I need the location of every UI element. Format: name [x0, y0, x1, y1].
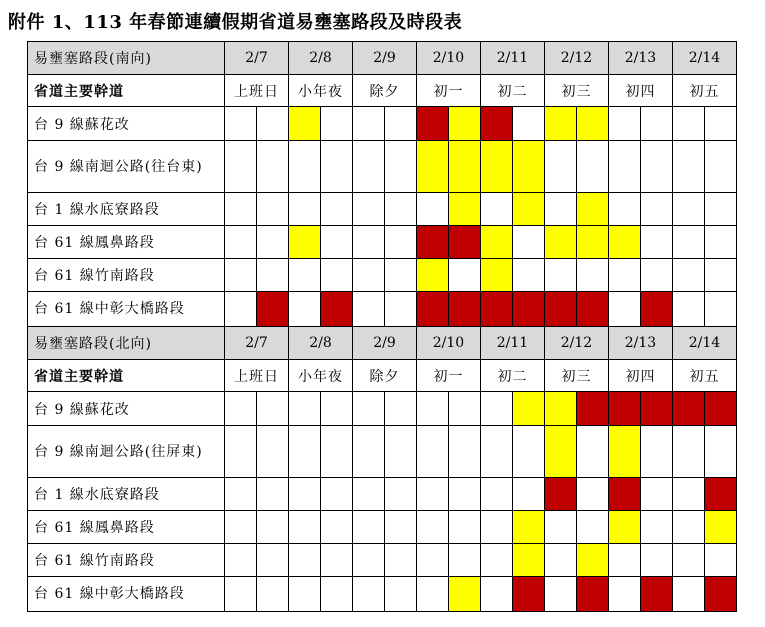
empty-cell	[353, 511, 385, 544]
day-header: 上班日	[225, 75, 289, 107]
congestion-cell-red	[417, 226, 449, 259]
table-row	[28, 193, 737, 226]
empty-cell	[385, 511, 417, 544]
date-header: 2/14	[673, 42, 737, 75]
empty-cell	[385, 577, 417, 612]
empty-cell	[353, 478, 385, 511]
empty-cell	[385, 292, 417, 327]
congestion-cell-yellow	[609, 511, 641, 544]
day-header: 小年夜	[289, 360, 353, 392]
congestion-cell-red	[673, 392, 705, 426]
table-row	[28, 107, 737, 141]
day-header: 初三	[545, 75, 609, 107]
date-header: 2/12	[545, 327, 609, 360]
empty-cell	[417, 478, 449, 511]
congestion-cell-red	[481, 292, 513, 327]
day-header-row	[28, 360, 737, 392]
empty-cell	[609, 107, 641, 141]
empty-cell	[321, 478, 353, 511]
empty-cell	[257, 577, 289, 612]
date-header: 2/8	[289, 327, 353, 360]
empty-cell	[417, 511, 449, 544]
congestion-cell-red	[545, 292, 577, 327]
empty-cell	[353, 193, 385, 226]
date-header: 2/10	[417, 327, 481, 360]
date-header: 2/11	[481, 42, 545, 75]
day-header: 除夕	[353, 360, 417, 392]
empty-cell	[705, 292, 737, 327]
empty-cell	[321, 577, 353, 612]
empty-cell	[577, 259, 609, 292]
empty-cell	[513, 107, 545, 141]
day-header: 除夕	[353, 75, 417, 107]
date-header: 2/11	[481, 327, 545, 360]
date-header: 2/13	[609, 42, 673, 75]
table-row	[28, 577, 737, 612]
empty-cell	[289, 193, 321, 226]
empty-cell	[641, 426, 673, 478]
empty-cell	[353, 292, 385, 327]
congestion-cell-red	[577, 392, 609, 426]
empty-cell	[257, 478, 289, 511]
empty-cell	[545, 544, 577, 577]
congestion-cell-yellow	[513, 193, 545, 226]
empty-cell	[609, 259, 641, 292]
congestion-cell-yellow	[513, 141, 545, 193]
empty-cell	[225, 259, 257, 292]
empty-cell	[449, 392, 481, 426]
table-row	[28, 292, 737, 327]
empty-cell	[321, 259, 353, 292]
empty-cell	[641, 259, 673, 292]
empty-cell	[289, 544, 321, 577]
date-header: 2/7	[225, 42, 289, 75]
empty-cell	[289, 426, 321, 478]
empty-cell	[417, 426, 449, 478]
road-name: 台 1 線水底寮路段	[28, 193, 225, 226]
empty-cell	[353, 426, 385, 478]
congestion-cell-red	[481, 107, 513, 141]
empty-cell	[673, 141, 705, 193]
congestion-cell-red	[641, 392, 673, 426]
empty-cell	[257, 392, 289, 426]
road-name: 台 9 線蘇花改	[28, 392, 225, 426]
congestion-cell-yellow	[481, 259, 513, 292]
date-header: 2/7	[225, 327, 289, 360]
table-body	[28, 42, 737, 612]
empty-cell	[385, 193, 417, 226]
empty-cell	[641, 544, 673, 577]
congestion-cell-red	[577, 577, 609, 612]
congestion-table	[27, 41, 737, 612]
congestion-cell-yellow	[577, 107, 609, 141]
empty-cell	[641, 141, 673, 193]
table-row	[28, 226, 737, 259]
empty-cell	[577, 141, 609, 193]
congestion-cell-red	[609, 392, 641, 426]
empty-cell	[225, 226, 257, 259]
date-header: 2/10	[417, 42, 481, 75]
congestion-cell-yellow	[545, 392, 577, 426]
congestion-cell-red	[577, 292, 609, 327]
day-header: 初四	[609, 360, 673, 392]
empty-cell	[481, 577, 513, 612]
road-name: 台 61 線中彰大橋路段	[28, 292, 225, 327]
congestion-cell-red	[321, 292, 353, 327]
empty-cell	[545, 259, 577, 292]
empty-cell	[257, 226, 289, 259]
congestion-cell-red	[705, 577, 737, 612]
empty-cell	[225, 193, 257, 226]
empty-cell	[449, 259, 481, 292]
empty-cell	[225, 141, 257, 193]
empty-cell	[577, 426, 609, 478]
road-name: 台 61 線鳳鼻路段	[28, 511, 225, 544]
table-row	[28, 511, 737, 544]
congestion-cell-yellow	[417, 141, 449, 193]
empty-cell	[481, 544, 513, 577]
congestion-cell-red	[417, 107, 449, 141]
empty-cell	[289, 141, 321, 193]
empty-cell	[673, 226, 705, 259]
day-header: 初二	[481, 75, 545, 107]
congestion-cell-red	[705, 478, 737, 511]
empty-cell	[225, 107, 257, 141]
empty-cell	[673, 292, 705, 327]
table-row	[28, 544, 737, 577]
empty-cell	[705, 259, 737, 292]
table-row	[28, 478, 737, 511]
congestion-cell-yellow	[481, 141, 513, 193]
empty-cell	[385, 141, 417, 193]
day-header: 初一	[417, 360, 481, 392]
empty-cell	[481, 193, 513, 226]
empty-cell	[513, 426, 545, 478]
empty-cell	[353, 107, 385, 141]
empty-cell	[321, 426, 353, 478]
congestion-cell-red	[257, 292, 289, 327]
road-name: 台 61 線竹南路段	[28, 259, 225, 292]
empty-cell	[257, 426, 289, 478]
congestion-cell-yellow	[545, 226, 577, 259]
congestion-cell-red	[513, 292, 545, 327]
empty-cell	[417, 193, 449, 226]
empty-cell	[225, 292, 257, 327]
empty-cell	[705, 193, 737, 226]
empty-cell	[257, 544, 289, 577]
congestion-cell-red	[705, 392, 737, 426]
congestion-cell-red	[641, 577, 673, 612]
day-header: 初一	[417, 75, 481, 107]
road-column-header: 省道主要幹道	[28, 360, 225, 392]
empty-cell	[513, 478, 545, 511]
road-name: 台 61 線鳳鼻路段	[28, 226, 225, 259]
congestion-cell-red	[449, 226, 481, 259]
table-row	[28, 392, 737, 426]
empty-cell	[289, 478, 321, 511]
congestion-cell-yellow	[577, 226, 609, 259]
empty-cell	[577, 511, 609, 544]
empty-cell	[353, 392, 385, 426]
empty-cell	[353, 577, 385, 612]
empty-cell	[385, 426, 417, 478]
empty-cell	[449, 426, 481, 478]
empty-cell	[385, 392, 417, 426]
table-row	[28, 426, 737, 478]
empty-cell	[289, 511, 321, 544]
empty-cell	[225, 577, 257, 612]
congestion-cell-red	[513, 577, 545, 612]
empty-cell	[385, 544, 417, 577]
empty-cell	[321, 544, 353, 577]
congestion-cell-red	[641, 292, 673, 327]
congestion-cell-red	[417, 292, 449, 327]
empty-cell	[449, 544, 481, 577]
empty-cell	[417, 544, 449, 577]
empty-cell	[321, 392, 353, 426]
empty-cell	[577, 478, 609, 511]
empty-cell	[673, 577, 705, 612]
empty-cell	[353, 226, 385, 259]
date-header: 2/12	[545, 42, 609, 75]
empty-cell	[353, 544, 385, 577]
empty-cell	[481, 392, 513, 426]
empty-cell	[417, 577, 449, 612]
empty-cell	[321, 107, 353, 141]
road-name: 台 1 線水底寮路段	[28, 478, 225, 511]
empty-cell	[673, 544, 705, 577]
empty-cell	[321, 141, 353, 193]
empty-cell	[673, 193, 705, 226]
empty-cell	[545, 511, 577, 544]
congestion-cell-yellow	[513, 511, 545, 544]
date-header: 2/9	[353, 42, 417, 75]
empty-cell	[513, 259, 545, 292]
empty-cell	[289, 259, 321, 292]
table-row	[28, 141, 737, 193]
section-header-row	[28, 327, 737, 360]
empty-cell	[705, 426, 737, 478]
congestion-cell-yellow	[609, 426, 641, 478]
empty-cell	[673, 478, 705, 511]
empty-cell	[705, 544, 737, 577]
road-column-header: 省道主要幹道	[28, 75, 225, 107]
empty-cell	[225, 544, 257, 577]
road-name: 台 9 線南迴公路(往台東)	[28, 141, 225, 193]
congestion-cell-yellow	[577, 544, 609, 577]
day-header: 初四	[609, 75, 673, 107]
road-name: 台 9 線南迴公路(往屏東)	[28, 426, 225, 478]
table-row	[28, 259, 737, 292]
empty-cell	[289, 292, 321, 327]
empty-cell	[225, 511, 257, 544]
empty-cell	[481, 478, 513, 511]
road-name: 台 9 線蘇花改	[28, 107, 225, 141]
empty-cell	[481, 426, 513, 478]
day-header: 小年夜	[289, 75, 353, 107]
empty-cell	[609, 193, 641, 226]
congestion-cell-yellow	[449, 107, 481, 141]
empty-cell	[705, 141, 737, 193]
empty-cell	[641, 478, 673, 511]
empty-cell	[257, 193, 289, 226]
congestion-cell-yellow	[449, 193, 481, 226]
empty-cell	[481, 511, 513, 544]
empty-cell	[673, 511, 705, 544]
empty-cell	[705, 107, 737, 141]
empty-cell	[609, 544, 641, 577]
section-header-row	[28, 42, 737, 75]
congestion-cell-yellow	[449, 141, 481, 193]
congestion-cell-yellow	[481, 226, 513, 259]
congestion-cell-yellow	[705, 511, 737, 544]
empty-cell	[545, 577, 577, 612]
date-header: 2/8	[289, 42, 353, 75]
congestion-cell-red	[609, 478, 641, 511]
empty-cell	[641, 107, 673, 141]
day-header: 初二	[481, 360, 545, 392]
congestion-cell-yellow	[417, 259, 449, 292]
congestion-cell-yellow	[289, 107, 321, 141]
empty-cell	[257, 259, 289, 292]
congestion-cell-yellow	[545, 107, 577, 141]
empty-cell	[321, 193, 353, 226]
congestion-cell-red	[449, 292, 481, 327]
date-header: 2/9	[353, 327, 417, 360]
direction-label: 易壅塞路段(北向)	[28, 327, 225, 360]
congestion-cell-yellow	[289, 226, 321, 259]
empty-cell	[289, 577, 321, 612]
congestion-cell-yellow	[513, 544, 545, 577]
empty-cell	[513, 226, 545, 259]
congestion-cell-yellow	[577, 193, 609, 226]
day-header: 初五	[673, 75, 737, 107]
day-header: 初五	[673, 360, 737, 392]
empty-cell	[385, 478, 417, 511]
empty-cell	[609, 577, 641, 612]
congestion-cell-red	[545, 478, 577, 511]
empty-cell	[673, 107, 705, 141]
page-title: 附件 1、113 年春節連續假期省道易壅塞路段及時段表	[8, 12, 463, 33]
empty-cell	[609, 292, 641, 327]
empty-cell	[289, 392, 321, 426]
empty-cell	[225, 392, 257, 426]
empty-cell	[225, 478, 257, 511]
empty-cell	[449, 478, 481, 511]
empty-cell	[609, 141, 641, 193]
empty-cell	[321, 511, 353, 544]
empty-cell	[257, 141, 289, 193]
empty-cell	[225, 426, 257, 478]
road-name: 台 61 線竹南路段	[28, 544, 225, 577]
day-header-row	[28, 75, 737, 107]
direction-label: 易壅塞路段(南向)	[28, 42, 225, 75]
empty-cell	[545, 141, 577, 193]
empty-cell	[641, 193, 673, 226]
empty-cell	[641, 511, 673, 544]
empty-cell	[257, 107, 289, 141]
empty-cell	[673, 259, 705, 292]
empty-cell	[257, 511, 289, 544]
congestion-cell-yellow	[545, 426, 577, 478]
empty-cell	[353, 259, 385, 292]
empty-cell	[385, 226, 417, 259]
empty-cell	[641, 226, 673, 259]
empty-cell	[417, 392, 449, 426]
empty-cell	[545, 193, 577, 226]
day-header: 上班日	[225, 360, 289, 392]
date-header: 2/14	[673, 327, 737, 360]
empty-cell	[673, 426, 705, 478]
congestion-cell-yellow	[513, 392, 545, 426]
empty-cell	[385, 107, 417, 141]
congestion-cell-yellow	[609, 226, 641, 259]
empty-cell	[705, 226, 737, 259]
day-header: 初三	[545, 360, 609, 392]
empty-cell	[385, 259, 417, 292]
road-name: 台 61 線中彰大橋路段	[28, 577, 225, 612]
congestion-cell-yellow	[449, 577, 481, 612]
empty-cell	[449, 511, 481, 544]
empty-cell	[321, 226, 353, 259]
date-header: 2/13	[609, 327, 673, 360]
empty-cell	[353, 141, 385, 193]
